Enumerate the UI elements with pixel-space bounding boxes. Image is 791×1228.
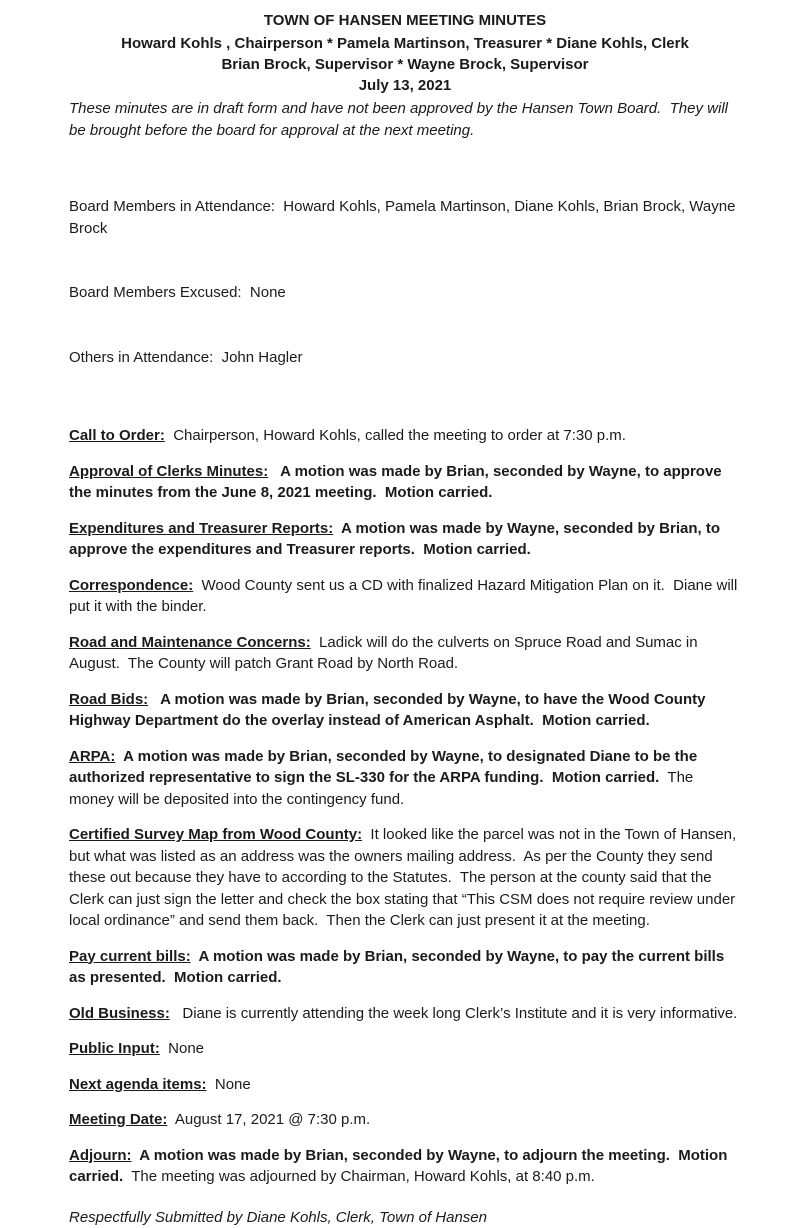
section-body-regular: None xyxy=(207,1076,251,1093)
section-body-regular: Wood County sent us a CD with finalized Hazard Mitigation Plan on it. Diane will put it with the binder. xyxy=(69,577,742,616)
section-paragraph xyxy=(69,425,741,447)
section-body-bold: A motion was made by Brian, seconded by Wayne, to approve the minutes from the June 8, 2021 meeting. Motion carried. xyxy=(69,463,726,502)
section-paragraph xyxy=(69,461,741,504)
section-body-regular: Diane is currently attending the week long Clerk’s Institute and it is very informative. xyxy=(170,1005,738,1022)
section-heading: Public Input: xyxy=(69,1040,160,1057)
page-title: TOWN OF HANSEN MEETING MINUTES xyxy=(69,10,741,31)
section-paragraph xyxy=(69,575,741,618)
section-body-bold: A motion was made by Brian, seconded by Wayne, to adjourn the meeting. Motion carried. xyxy=(69,1147,732,1186)
closing-line: Respectfully Submitted by Diane Kohls, Clerk, Town of Hansen xyxy=(69,1207,741,1228)
section-body-regular: None xyxy=(160,1040,204,1057)
section-paragraph xyxy=(69,946,741,989)
section-heading: Old Business: xyxy=(69,1005,170,1022)
section-paragraph xyxy=(69,1038,741,1060)
section-paragraph xyxy=(69,746,741,811)
section-heading: Expenditures and Treasurer Reports: xyxy=(69,520,333,537)
section-body-regular: It looked like the parcel was not in the Town of Hansen, but what was listed as an address was the owners mailing address. As per the County they send these out because they have to according to the Statutes. The person at the county said that the Clerk can just sign the letter and check the box stating that “This CSM does not require review under local ordinance” and send them back. Then the Clerk can just present it at the meeting. xyxy=(69,826,740,929)
section-heading: ARPA: xyxy=(69,748,115,765)
section-body-regular: Ladick will do the culverts on Spruce Road and Sumac in August. The County will patch Grant Road by North Road. xyxy=(69,634,701,673)
officers-line-1: Howard Kohls , Chairperson * Pamela Martinson, Treasurer * Diane Kohls, Clerk xyxy=(69,33,741,54)
section-heading: Approval of Clerks Minutes: xyxy=(69,463,268,480)
section-paragraph xyxy=(69,1003,741,1025)
document-header xyxy=(69,10,741,96)
section-heading: Road and Maintenance Concerns: xyxy=(69,634,311,651)
section-heading: Correspondence: xyxy=(69,577,193,594)
sections xyxy=(69,425,741,1188)
draft-notice: These minutes are in draft form and have not been approved by the Hansen Town Board. They will be brought before the board for approval at the next meeting. xyxy=(69,98,741,141)
attendance-line-in-attendance: Board Members in Attendance: Howard Kohls, Pamela Martinson, Diane Kohls, Brian Brock, Wayne Brock xyxy=(69,196,741,239)
section-paragraph xyxy=(69,824,741,932)
section-heading: Next agenda items: xyxy=(69,1076,207,1093)
section-heading: Pay current bills: xyxy=(69,948,191,965)
section-paragraph xyxy=(69,1145,741,1188)
attendance-block xyxy=(69,153,741,411)
section-body-bold: A motion was made by Wayne, seconded by Brian, to approve the expenditures and Treasurer reports. Motion carried. xyxy=(69,520,724,559)
section-heading: Road Bids: xyxy=(69,691,148,708)
meeting-date-heading: July 13, 2021 xyxy=(69,75,741,96)
section-paragraph xyxy=(69,1074,741,1096)
attendance-line-others: Others in Attendance: John Hagler xyxy=(69,347,741,369)
section-paragraph xyxy=(69,518,741,561)
section-body-regular: The meeting was adjourned by Chairman, Howard Kohls, at 8:40 p.m. xyxy=(123,1168,595,1185)
section-body-regular: Chairperson, Howard Kohls, called the meeting to order at 7:30 p.m. xyxy=(165,427,626,444)
section-heading: Adjourn: xyxy=(69,1147,131,1164)
section-body-regular: The money will be deposited into the contingency fund. xyxy=(69,769,697,808)
section-paragraph xyxy=(69,632,741,675)
section-body-bold: A motion was made by Brian, seconded by Wayne, to pay the current bills as presented. Motion carried. xyxy=(69,948,728,987)
section-heading: Meeting Date: xyxy=(69,1111,167,1128)
section-body-bold: A motion was made by Brian, seconded by Wayne, to have the Wood County Highway Department do the overlay instead of American Asphalt. Motion carried. xyxy=(69,691,710,730)
officers-line-2: Brian Brock, Supervisor * Wayne Brock, Supervisor xyxy=(69,54,741,75)
section-heading: Certified Survey Map from Wood County: xyxy=(69,826,362,843)
section-paragraph xyxy=(69,689,741,732)
section-heading: Call to Order: xyxy=(69,427,165,444)
section-body-regular: August 17, 2021 @ 7:30 p.m. xyxy=(167,1111,370,1128)
section-body-bold: A motion was made by Brian, seconded by Wayne, to designated Diane to be the authorized representative to sign the SL-330 for the ARPA funding. Motion carried. xyxy=(69,748,701,787)
attendance-line-excused: Board Members Excused: None xyxy=(69,282,741,304)
section-paragraph xyxy=(69,1109,741,1131)
